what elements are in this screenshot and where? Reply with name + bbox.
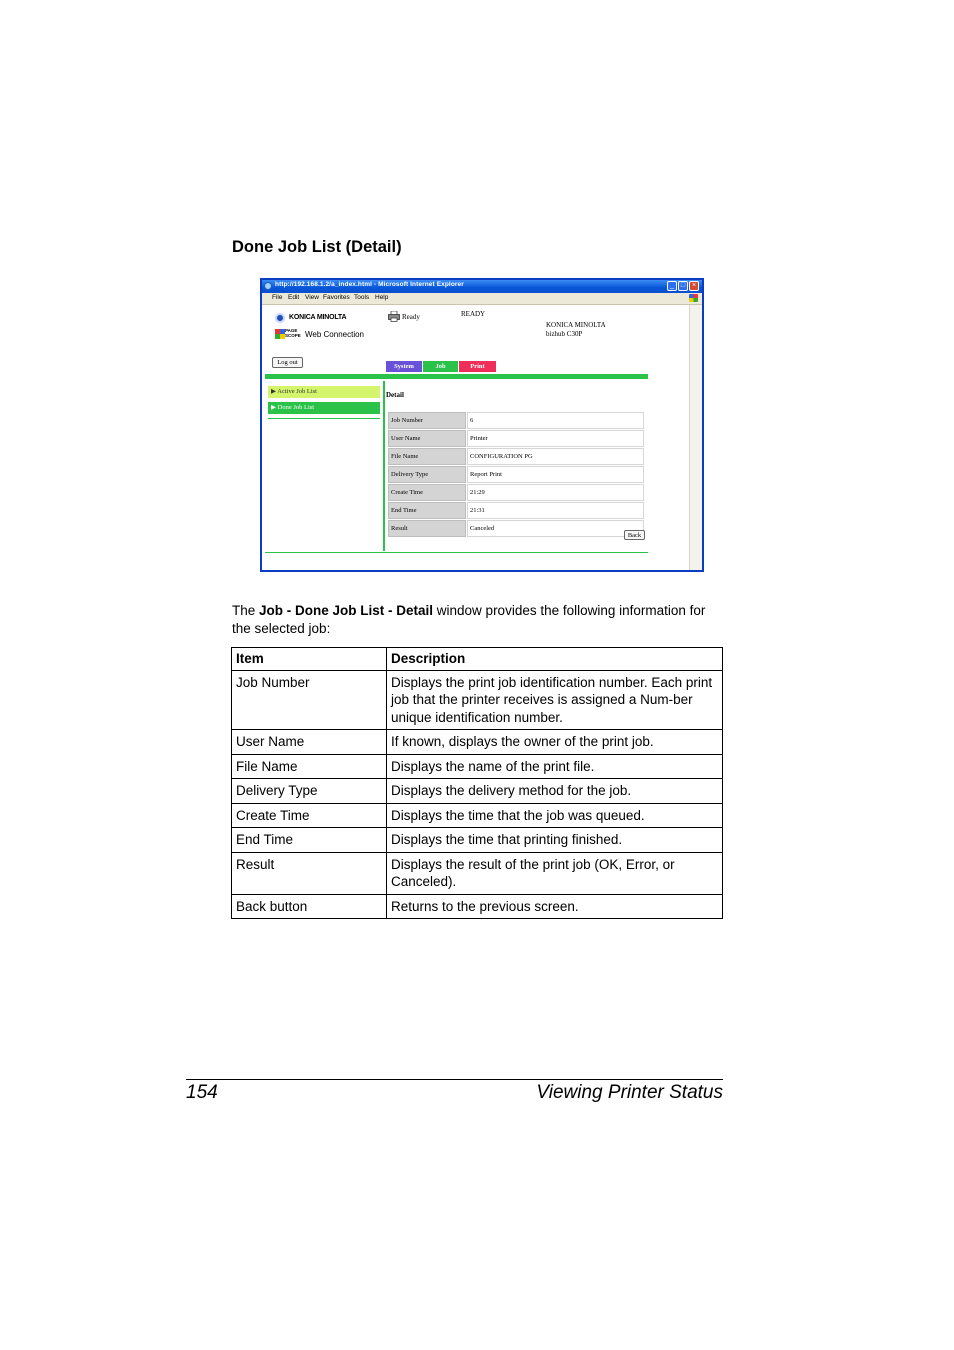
footer-divider xyxy=(265,552,648,553)
table-row xyxy=(232,894,723,919)
table-row xyxy=(388,448,644,465)
menu-favorites[interactable]: Favorites xyxy=(323,294,350,301)
table-row xyxy=(388,484,644,501)
minimize-icon[interactable]: _ xyxy=(667,281,677,291)
item-cell: Back button xyxy=(232,894,387,919)
item-cell: File Name xyxy=(232,754,387,779)
windows-logo-icon xyxy=(689,294,698,302)
internet-explorer-icon xyxy=(264,282,272,290)
description-cell: Displays the name of the print file. xyxy=(387,754,723,779)
detail-value: 6 xyxy=(467,412,644,429)
tab-underline-bar xyxy=(265,374,648,379)
job-detail-table xyxy=(387,411,645,538)
item-cell: Result xyxy=(232,852,387,894)
tab-system[interactable]: System xyxy=(386,361,422,372)
printer-status: READY xyxy=(461,310,486,318)
detail-value: CONFIGURATION PG xyxy=(467,448,644,465)
pagescope-label: PAGE SCOPE xyxy=(285,328,301,338)
intro-text: window provides the following information for the selected job: xyxy=(232,603,706,636)
description-cell: Displays the time that printing finished. xyxy=(387,828,723,853)
browser-menu-bar xyxy=(262,293,702,305)
table-header-row xyxy=(232,648,723,671)
detail-value: Printer xyxy=(467,430,644,447)
detail-value: Canceled xyxy=(467,520,644,537)
tab-print[interactable]: Print xyxy=(459,361,496,372)
detail-label: Detail xyxy=(386,391,404,399)
browser-title: http://192.168.1.2/a_index.html - Microsoft Internet Explorer xyxy=(275,281,464,288)
detail-value: Report Print xyxy=(467,466,644,483)
description-cell: Returns to the previous screen. xyxy=(387,894,723,919)
browser-window-screenshot xyxy=(260,278,704,572)
table-row xyxy=(232,852,723,894)
table-row xyxy=(232,730,723,755)
item-cell: End Time xyxy=(232,828,387,853)
menu-view[interactable]: View xyxy=(305,294,319,301)
konica-minolta-logo-icon xyxy=(275,313,285,323)
detail-key: End Time xyxy=(388,502,466,519)
detail-key: Create Time xyxy=(388,484,466,501)
detail-key: Delivery Type xyxy=(388,466,466,483)
table-row xyxy=(232,754,723,779)
table-row xyxy=(388,466,644,483)
table-row xyxy=(388,430,644,447)
item-cell: Job Number xyxy=(232,670,387,730)
sidebar-item-active-job-list[interactable]: ▶ Active Job List xyxy=(268,386,380,398)
item-description-table xyxy=(231,647,723,919)
konica-minolta-logo-text: KONICA MINOLTA xyxy=(289,314,347,321)
item-cell: Create Time xyxy=(232,803,387,828)
description-cell: If known, displays the owner of the print job. xyxy=(387,730,723,755)
detail-key: Job Number xyxy=(388,412,466,429)
sidebar-divider xyxy=(268,418,380,419)
vertical-scrollbar[interactable] xyxy=(689,305,703,570)
content-divider xyxy=(383,381,385,551)
footer-rule xyxy=(186,1079,723,1080)
description-cell: Displays the result of the print job (OK, Error, or Canceled). xyxy=(387,852,723,894)
table-row xyxy=(388,502,644,519)
intro-paragraph xyxy=(232,602,724,637)
menu-edit[interactable]: Edit xyxy=(288,294,300,301)
detail-key: File Name xyxy=(388,448,466,465)
table-row xyxy=(388,412,644,429)
intro-text: The xyxy=(232,603,260,618)
item-cell: Delivery Type xyxy=(232,779,387,804)
device-brand: KONICA MINOLTA xyxy=(546,321,606,329)
table-row xyxy=(232,670,723,730)
back-button[interactable]: Back xyxy=(624,530,645,540)
table-row xyxy=(232,779,723,804)
menu-help[interactable]: Help xyxy=(375,294,389,301)
printer-icon xyxy=(388,311,400,322)
section-heading: Done Job List (Detail) xyxy=(232,238,402,256)
maximize-icon[interactable]: □ xyxy=(678,281,688,291)
sidebar-item-done-job-list[interactable]: ▶ Done Job List xyxy=(268,402,380,414)
detail-key: User Name xyxy=(388,430,466,447)
close-icon[interactable]: × xyxy=(689,281,699,291)
column-header-description: Description xyxy=(387,648,723,671)
detail-value: 21:29 xyxy=(467,484,644,501)
printer-ready-label: Ready xyxy=(402,313,420,321)
description-cell: Displays the delivery method for the job. xyxy=(387,779,723,804)
table-row xyxy=(232,828,723,853)
tab-job[interactable]: Job xyxy=(423,361,458,372)
chapter-title: Viewing Printer Status xyxy=(536,1082,723,1103)
menu-tools[interactable]: Tools xyxy=(354,294,370,301)
column-header-item: Item xyxy=(232,648,387,671)
logout-button[interactable]: Log out xyxy=(272,357,303,368)
description-cell: Displays the print job identification number. Each print job that the printer receives is assigned a Num-ber unique identification number. xyxy=(387,670,723,730)
device-model: bizhub C30P xyxy=(546,330,583,338)
description-cell: Displays the time that the job was queued. xyxy=(387,803,723,828)
menu-file[interactable]: File xyxy=(272,294,283,301)
browser-title-bar xyxy=(262,280,702,293)
table-row xyxy=(232,803,723,828)
item-cell: User Name xyxy=(232,730,387,755)
page-number: 154 xyxy=(186,1082,218,1103)
detail-value: 21:31 xyxy=(467,502,644,519)
web-connection-label: Web Connection xyxy=(305,330,364,339)
table-row xyxy=(388,520,644,537)
detail-key: Result xyxy=(388,520,466,537)
intro-window-path: Job - Done Job List - Detail xyxy=(259,603,434,618)
